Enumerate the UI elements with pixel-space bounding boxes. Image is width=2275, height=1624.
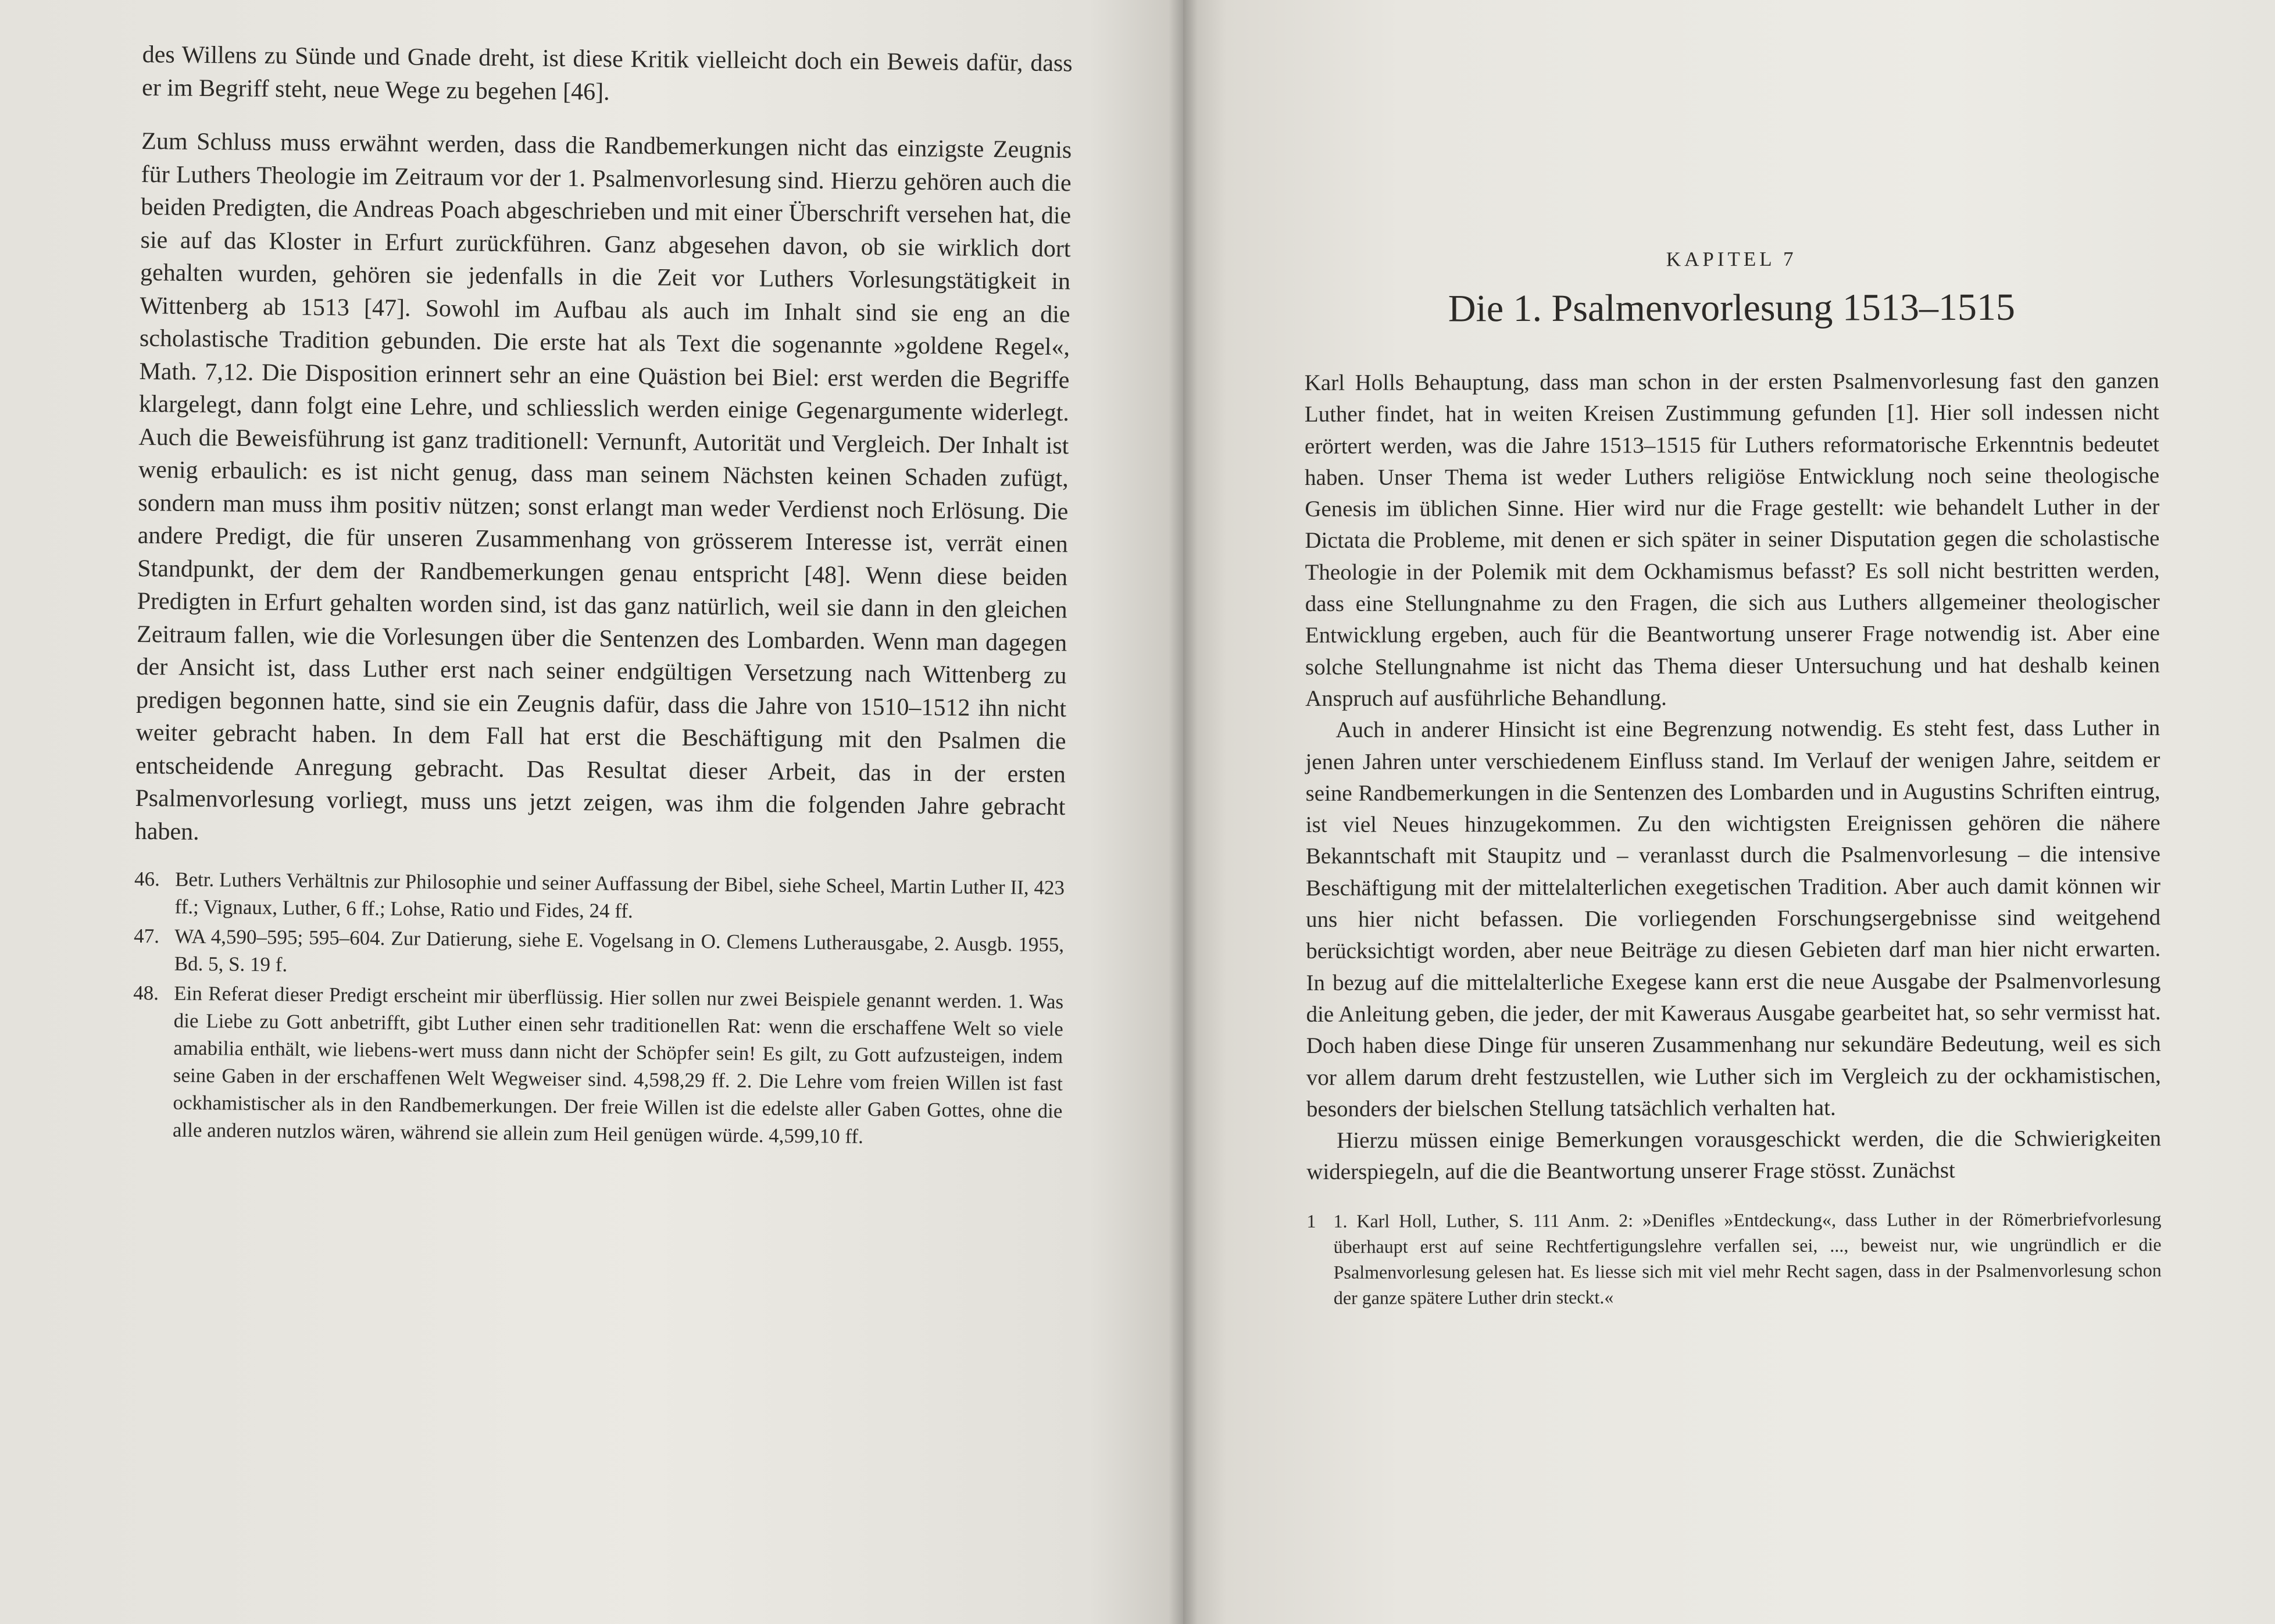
left-footnotes	[132, 865, 1065, 1152]
footnote-text: WA 4,590–595; 595–604. Zur Datierung, siehe E. Vogelsang in O. Clemens Lutherausgabe, 2. Ausgb. 1955, Bd. 5, S. 19 f.	[174, 925, 1065, 976]
footnote-text: 1. Karl Holl, Luther, S. 111 Anm. 2: »Denifles »Entdeckung«, dass Luther in der Römerbriefvorlesung überhaupt erst auf seine Rechtfertigungslehre verfallen sei, ..., beweist nur, wie ungründlich er die Psalmenvorlesung gelesen hat. Es liesse sich mit viel mehr Recht sagen, dass in der Psalmenvorlesung schon der ganze spätere Luther drin steckt.«	[1333, 1208, 2162, 1308]
footnote-text: Betr. Luthers Verhältnis zur Philosophie und seiner Auffassung der Bibel, siehe Scheel, Martin Luther II, 423 ff.; Vignaux, Luther, 6 ff.; Lohse, Ratio und Fides, 24 ff.	[174, 868, 1065, 923]
footnote-number: 1	[1306, 1210, 1316, 1232]
left-column	[132, 38, 1073, 1154]
footnote-1	[1306, 1206, 2161, 1311]
chapter-label: KAPITEL 7	[1666, 247, 1797, 271]
footnote-number: 48.	[133, 981, 159, 1005]
chapter-title: Die 1. Psalmenvorlesung 1513–1515	[1448, 285, 2016, 330]
right-paragraph-3: Hierzu müssen einige Bemerkungen vorausgeschickt werden, die die Schwierigkeiten widerspiegeln, auf die die Beantwortung unserer Frage stösst. Zunächst	[1306, 1126, 2162, 1185]
right-page	[1183, 0, 2275, 1624]
footnote-text: Ein Referat dieser Predigt erscheint mir überflüssig. Hier sollen nur zwei Beispiele genannt werden. 1. Was die Liebe zu Gott anbetrifft, gibt Luther einen sehr traditionellen Rat: wenn die erschaffene Welt so viele amabilia enthält, wie liebens-wert muss dann nicht der Schöpfer sein! Es gilt, zu Gott aufzusteigen, indem seine Gaben in der erschaffenen Welt Wegweiser sind. 4,598,29 ff. 2. Die Lehre vom freien Willen ist fast ockhamistischer als in den Randbemerkungen. Der freie Willen ist die edelste aller Gaben Gottes, ohne die alle anderen nutzlos wären, während sie allein zum Heil genügen würde. 4,599,10 ff.	[172, 981, 1064, 1148]
footnote-46	[134, 865, 1065, 929]
footnote-48	[132, 979, 1064, 1152]
left-paragraph-1: des Willens zu Sünde und Gnade dreht, ist diese Kritik vielleicht doch ein Beweis dafür, dass er im Begriff steht, neue Wege zu begehen [46].	[141, 41, 1073, 106]
right-paragraph-2: Auch in anderer Hinsicht ist eine Begrenzung notwendig. Es steht fest, dass Luther in jenen Jahren unter verschiedenem Einfluss stand. Im Verlauf der wenigen Jahre, seitdem er seine Randbemerkungen in die Sentenzen des Lombarden und in Augustins Schriften eintrug, ist viel Neues hinzugekommen. Zu den wichtigsten Ereignissen gehören die nähere Bekanntschaft mit Staupitz und – veranlasst durch die Psalmenvorlesung – die intensive Beschäftigung mit der mittelalterlichen exegetischen Tradition. Aber auch damit können wir uns hier nicht befassen. Die vorliegenden Forschungsergebnisse sind weitgehend berücksichtigt worden, aber neue Beiträge zu diesen Gebieten darf man hier nicht erwarten. In bezug auf die mittelalterliche Exegese kann erst die neue Ausgabe der Psalmenvorlesung die Anleitung geben, die jeder, der mit Kaweraus Ausgabe gearbeitet hat, so sehr vermisst hat. Doch haben diese Dinge für unseren Zusammenhang nur sekundäre Bedeutung, weil es sich vor allem darum dreht festzustellen, wie Luther sich im Vergleich zu der ockhamistischen, besonders der bielschen Stellung tatsächlich verhalten hat.	[1305, 715, 2161, 1122]
footnote-number: 47.	[133, 924, 160, 948]
right-paragraph-1: Karl Holls Behauptung, dass man schon in der ersten Psalmenvorlesung fast den ganzen Luther findet, hat in weiten Kreisen Zustimmung gefunden [1]. Hier soll indessen nicht erörtert werden, was die Jahre 1513–1515 für Luthers reformatorische Erkenntnis bedeutet haben. Unser Thema ist weder Luthers religiöse Entwicklung noch seine theologische Genesis im üblichen Sinne. Hier wird nur die Frage gestellt: wie behandelt Luther in der Dictata die Probleme, mit denen er sich später in seiner Disputation gegen die scholastische Theologie in der Polemik mit dem Ockhamismus befasst? Es soll nicht bestritten werden, dass eine Stellungnahme zu den Fragen, die sich aus Luthers allgemeiner theologischer Entwicklung ergeben, auch für die Beantwortung unserer Frage notwendig ist. Aber eine solche Stellungnahme ist nicht das Thema dieser Untersuchung und hat deshalb keinen Anspruch auf ausführliche Behandlung.	[1304, 368, 2160, 711]
left-paragraph-2: Zum Schluss muss erwähnt werden, dass die Randbemerkungen nicht das einzigste Zeugnis für Luthers Theologie im Zeitraum vor der 1. Psalmenvorlesung sind. Hierzu gehören auch die beiden Predigten, die Andreas Poach abgeschrieben und mit einer Überschrift versehen hat, die sie auf das Kloster in Erfurt zurückführen. Ganz abgesehen davon, ob sie wirklich dort gehalten wurden, gehören sie jedenfalls in die Zeit vor Luthers Vorlesungstätigkeit in Wittenberg ab 1513 [47]. Sowohl im Aufbau als auch im Inhalt sind sie eng an die scholastische Tradition gebunden. Die erste hat als Text die sogenannte »goldene Regel«, Math. 7,12. Die Disposition erinnert sehr an eine Quästion bei Biel: erst werden die Begriffe klargelegt, dann folgt eine Lehre, und schliesslich werden einige Gegenargumente widerlegt. Auch die Beweisführung ist ganz traditionell: Vernunft, Autorität und Vergleich. Der Inhalt ist wenig erbaulich: es ist nicht genug, dass man seinem Nächsten keinen Schaden zufügt, sondern man muss ihm positiv nützen; sonst erlangt man weder Verdienst noch Erlösung. Die andere Predigt, die für unseren Zusammenhang von grösserem Interesse ist, verrät einen Standpunkt, der dem der Randbemerkungen genau entspricht [48]. Wenn diese beiden Predigten in Erfurt gehalten worden sind, ist das ganz natürlich, weil sie dann in den gleichen Zeitraum fallen, wie die Vorlesungen über die Sentenzen des Lombarden. Wenn man dagegen der Ansicht ist, dass Luther erst nach seiner endgültigen Versetzung nach Wittenberg zu predigen begonnen hatte, sind sie ein Zeugnis dafür, dass die Jahre von 1510–1512 ihn nicht weiter gebracht haben. In dem Fall hat erst die Beschäftigung mit den Psalmen die entscheidende Anregung gebracht. Das Resultat dieser Arbeit, das in der ersten Psalmenvorlesung vorliegt, muss uns jetzt zeigen, was ihm die folgenden Jahre gebracht haben.	[134, 127, 1072, 845]
footnote-number: 46.	[134, 867, 160, 891]
footnote-47	[134, 922, 1065, 986]
right-column	[1303, 0, 2162, 1311]
